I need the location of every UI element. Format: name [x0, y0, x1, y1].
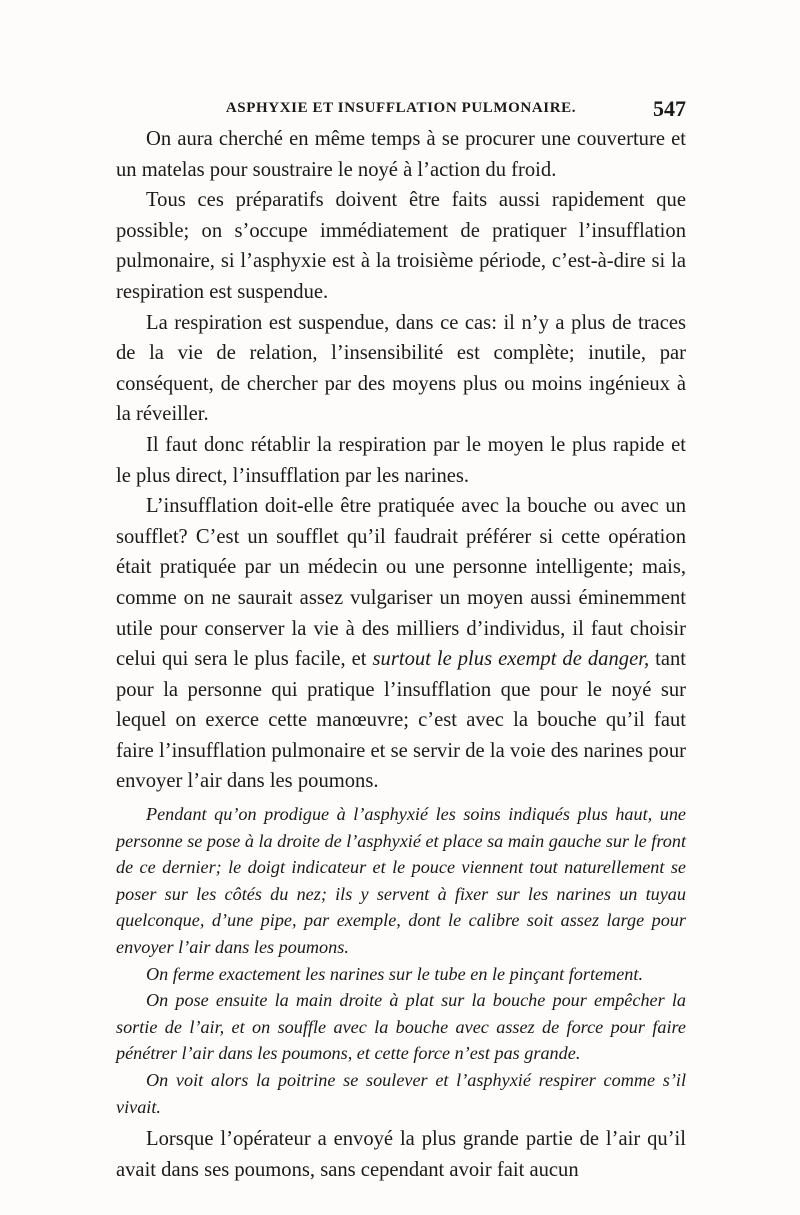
paragraph: Il faut donc rétablir la respiration par le moyen le plus rapide et le plus direct, l’insufflation par les narines.	[116, 433, 686, 487]
italic-paragraph: On pose ensuite la main droite à plat sur la bouche pour empêcher la sortie de l’air, et on souffle avec la bouche avec assez de force pour faire pénétrer l’air dans les poumons, et cette force n’est pas grande.	[116, 990, 686, 1064]
page-number: 547	[653, 96, 686, 121]
italic-paragraph: Pendant qu’on prodigue à l’asphyxié les soins indiqués plus haut, une personne se pose à la droite de l’asphyxié et place sa main gauche sur le front de ce dernier; le doigt indicateur et le pouce viennent tout naturellement se poser sur les côtés du nez; ils y servent à fixer sur les narines un tuyau quelconque, d’une pipe, par exemple, dont le calibre soit assez large pour envoyer l’air dans les poumons.	[116, 804, 686, 958]
paragraph: La respiration est suspendue, dans ce cas: il n’y a plus de traces de la vie de relation, l’insensibilité est complète; inutile, par conséquent, de chercher par des moyens plus ou moins ingénieux à la réveiller.	[116, 311, 686, 426]
paragraph-text: L’insufflation doit-elle être pratiquée avec la bouche ou avec un soufflet? C’est un soufflet qu’il faudrait préférer si cette opération était pratiquée par un médecin ou une personne intelligente; mais, comme on ne saurait assez vulgariser un moyen aussi éminemment utile pour conserver la vie à des milliers d’individus, il faut choisir celui qui sera le plus facile, et	[116, 495, 686, 671]
paragraph: On aura cherché en même temps à se procurer une couverture et un matelas pour soustraire le noyé à l’action du froid.	[116, 128, 686, 181]
running-title: ASPHYXIE ET INSUFFLATION PULMONAIRE.	[225, 100, 577, 116]
paragraph: Tous ces préparatifs doivent être faits aussi rapidement que possible; on s’occupe immédiatement de pratiquer l’insufflation pulmonaire, si l’asphyxie est à la troisième période, c’est-à-dire si la respiration est suspendue.	[116, 189, 686, 303]
page-header	[116, 96, 686, 126]
paragraph: Lorsque l’opérateur a envoyé la plus grande partie de l’air qu’il avait dans ses poumons, sans cependant avoir fait aucun	[116, 1128, 686, 1181]
emphasis-text: surtout le plus exempt de danger,	[372, 648, 650, 671]
italic-paragraph: On ferme exactement les narines sur le tube en le pinçant fortement.	[146, 963, 643, 984]
paragraph-text: tant pour la personne qui pratique l’insufflation que pour le noyé sur lequel on exerce cette manœuvre; c’est avec la bouche qu’il faut faire l’insufflation pulmonaire et se servir de la voie des narines pour envoyer l’air dans les poumons.	[116, 648, 686, 793]
paragraph	[116, 491, 686, 797]
page-body	[116, 124, 686, 1185]
italic-paragraph: On voit alors la poitrine se soulever et l’asphyxié respirer comme s’il vivait.	[116, 1070, 686, 1117]
